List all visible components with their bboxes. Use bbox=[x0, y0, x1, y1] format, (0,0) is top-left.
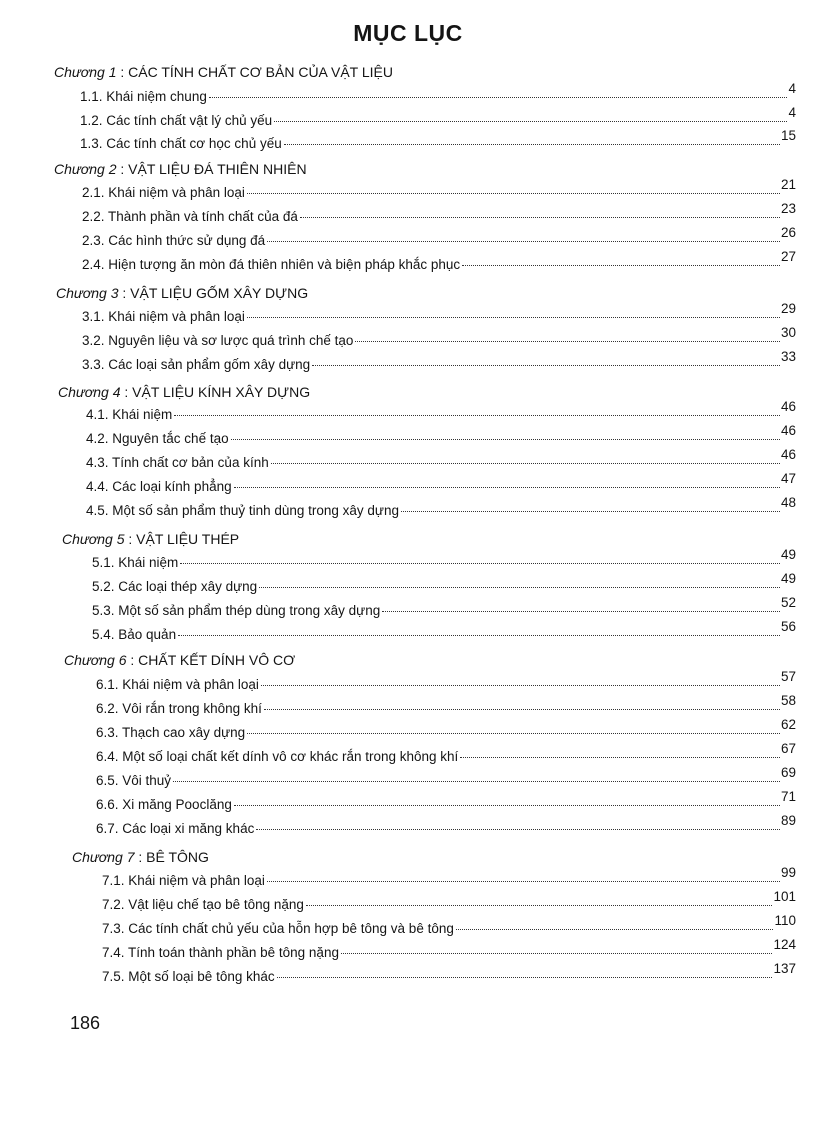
entry-page-number: 15 bbox=[780, 128, 796, 143]
toc-entry bbox=[96, 669, 796, 692]
toc-entry bbox=[82, 225, 796, 248]
entry-title: 1.3. Các tính chất cơ học chủ yếu bbox=[80, 136, 282, 151]
entry-page-number: 57 bbox=[780, 669, 796, 684]
chapter-heading bbox=[56, 285, 308, 301]
dot-leader bbox=[264, 708, 780, 710]
entry-title: 4.1. Khái niệm bbox=[86, 407, 173, 422]
entry-page-number: 46 bbox=[780, 447, 796, 462]
entry-title: 6.6. Xi măng Pooclăng bbox=[96, 797, 232, 812]
toc-entry bbox=[86, 423, 796, 446]
entry-title: 3.1. Khái niệm và phân loại bbox=[82, 309, 245, 324]
entry-title: 7.4. Tính toán thành phần bê tông nặng bbox=[102, 945, 339, 960]
toc-entry bbox=[82, 325, 796, 348]
toc-entry bbox=[82, 177, 796, 200]
chapter-label: Chương 3 bbox=[56, 285, 119, 301]
entry-page-number: 67 bbox=[780, 741, 796, 756]
page-number: 186 bbox=[70, 1013, 101, 1033]
toc-entry bbox=[102, 913, 796, 936]
entry-page-number: 69 bbox=[780, 765, 796, 780]
entry-title: 6.3. Thạch cao xây dựng bbox=[96, 725, 246, 740]
entry-page-number: 58 bbox=[780, 693, 796, 708]
toc-entry bbox=[82, 349, 796, 372]
toc-entry bbox=[86, 495, 796, 518]
dot-leader bbox=[180, 562, 780, 564]
entry-page-number: 49 bbox=[780, 571, 796, 586]
entry-title: 7.5. Một số loại bê tông khác bbox=[102, 969, 275, 984]
entry-title: 4.4. Các loại kính phẳng bbox=[86, 479, 232, 494]
entry-page-number: 49 bbox=[780, 547, 796, 562]
dot-leader bbox=[261, 684, 780, 686]
entry-page-number: 110 bbox=[774, 913, 796, 928]
entry-page-number: 48 bbox=[780, 495, 796, 510]
dot-leader bbox=[259, 586, 780, 588]
chapter-heading bbox=[54, 64, 393, 80]
entry-title: 5.2. Các loại thép xây dựng bbox=[92, 579, 258, 594]
chapter-title: : VẬT LIỆU KÍNH XÂY DỰNG bbox=[120, 384, 311, 400]
entry-title: 5.1. Khái niệm bbox=[92, 555, 179, 570]
toc-entry bbox=[82, 301, 796, 324]
entry-title: 1.2. Các tính chất vật lý chủ yếu bbox=[80, 113, 273, 128]
toc-entry bbox=[80, 128, 796, 151]
chapter-title: : VẬT LIỆU THÉP bbox=[124, 531, 240, 547]
entry-page-number: 21 bbox=[780, 177, 796, 192]
entry-title: 3.3. Các loại sản phẩm gốm xây dựng bbox=[82, 357, 311, 372]
chapter-title: : VẬT LIỆU GỐM XÂY DỰNG bbox=[118, 285, 309, 301]
toc-entry bbox=[92, 595, 796, 618]
toc-entry bbox=[96, 717, 796, 740]
dot-leader bbox=[256, 828, 780, 830]
entry-page-number: 124 bbox=[773, 937, 796, 952]
chapter-label: Chương 7 bbox=[72, 849, 135, 865]
entry-title: 2.3. Các hình thức sử dụng đá bbox=[82, 233, 266, 248]
entry-title: 6.5. Vôi thuỷ bbox=[96, 773, 172, 788]
chapter-label: Chương 4 bbox=[58, 384, 121, 400]
chapter-title: : CHẤT KẾT DÍNH VÔ CƠ bbox=[126, 652, 296, 668]
page-title: MỤC LỤC bbox=[353, 20, 463, 46]
dot-leader bbox=[300, 216, 780, 218]
entry-page-number: 62 bbox=[780, 717, 796, 732]
entry-page-number: 29 bbox=[780, 301, 796, 316]
dot-leader bbox=[284, 143, 780, 145]
chapter-heading bbox=[62, 531, 239, 547]
dot-leader bbox=[234, 804, 780, 806]
entry-page-number: 26 bbox=[780, 225, 796, 240]
toc-entry bbox=[92, 571, 796, 594]
dot-leader bbox=[247, 732, 780, 734]
toc-entry bbox=[102, 937, 796, 960]
dot-leader bbox=[460, 756, 780, 758]
dot-leader bbox=[173, 780, 780, 782]
entry-title: 7.2. Vật liệu chế tạo bê tông nặng bbox=[102, 897, 304, 912]
dot-leader bbox=[247, 192, 780, 194]
toc-entry bbox=[92, 619, 796, 642]
toc-entry bbox=[102, 865, 796, 888]
entry-page-number: 56 bbox=[780, 619, 796, 634]
chapter-title: : VẬT LIỆU ĐÁ THIÊN NHIÊN bbox=[116, 161, 307, 177]
chapter-label: Chương 1 bbox=[54, 64, 117, 80]
dot-leader bbox=[312, 364, 780, 366]
entry-title: 3.2. Nguyên liệu và sơ lược quá trình chế tạo bbox=[82, 333, 354, 348]
dot-leader bbox=[462, 264, 780, 266]
toc-entry bbox=[92, 547, 796, 570]
dot-leader bbox=[209, 96, 788, 98]
chapter-heading bbox=[58, 384, 310, 400]
toc-entry bbox=[82, 201, 796, 224]
toc-entry bbox=[80, 81, 796, 104]
entry-title: 1.1. Khái niệm chung bbox=[80, 89, 207, 104]
entry-title: 7.3. Các tính chất chủ yếu của hỗn hợp bê tông và bê tông bbox=[102, 921, 454, 936]
entry-page-number: 71 bbox=[780, 789, 796, 804]
entry-title: 6.4. Một số loại chất kết dính vô cơ khác rắn trong không khí bbox=[96, 749, 459, 764]
dot-leader bbox=[277, 976, 773, 978]
toc-entry bbox=[96, 789, 796, 812]
entry-page-number: 101 bbox=[773, 889, 796, 904]
toc-entry bbox=[86, 447, 796, 470]
dot-leader bbox=[401, 510, 780, 512]
chapter-label: Chương 2 bbox=[54, 161, 117, 177]
dot-leader bbox=[267, 880, 780, 882]
dot-leader bbox=[382, 610, 780, 612]
entry-page-number: 30 bbox=[780, 325, 796, 340]
chapter-heading bbox=[72, 849, 209, 865]
dot-leader bbox=[355, 340, 780, 342]
dot-leader bbox=[178, 634, 780, 636]
toc-entry bbox=[96, 693, 796, 716]
chapter-label: Chương 5 bbox=[62, 531, 125, 547]
chapter-heading bbox=[64, 652, 295, 668]
chapter-title: : CÁC TÍNH CHẤT CƠ BẢN CỦA VẬT LIỆU bbox=[116, 64, 393, 80]
toc-entry bbox=[86, 471, 796, 494]
toc-entry bbox=[86, 399, 796, 422]
entry-title: 5.3. Một số sản phẩm thép dùng trong xây dựng bbox=[92, 603, 381, 618]
dot-leader bbox=[306, 904, 773, 906]
toc-entry bbox=[102, 889, 796, 912]
chapter-heading bbox=[54, 161, 307, 177]
entry-page-number: 4 bbox=[788, 105, 796, 120]
entry-page-number: 52 bbox=[780, 595, 796, 610]
entry-title: 6.7. Các loại xi măng khác bbox=[96, 821, 255, 836]
dot-leader bbox=[174, 414, 780, 416]
entry-title: 4.3. Tính chất cơ bản của kính bbox=[86, 455, 269, 470]
entry-page-number: 89 bbox=[780, 813, 796, 828]
entry-title: 4.2. Nguyên tắc chế tạo bbox=[86, 431, 229, 446]
toc-entry bbox=[82, 249, 796, 272]
entry-title: 5.4. Bảo quản bbox=[92, 627, 177, 642]
dot-leader bbox=[456, 928, 774, 930]
entry-title: 6.2. Vôi rắn trong không khí bbox=[96, 701, 262, 716]
entry-page-number: 47 bbox=[780, 471, 796, 486]
entry-page-number: 27 bbox=[780, 249, 796, 264]
chapter-label: Chương 6 bbox=[64, 652, 127, 668]
entry-page-number: 137 bbox=[773, 961, 796, 976]
toc-entry bbox=[96, 765, 796, 788]
entry-title: 6.1. Khái niệm và phân loại bbox=[96, 677, 259, 692]
toc-entry bbox=[80, 105, 796, 128]
chapter-title: : BÊ TÔNG bbox=[134, 849, 209, 865]
dot-leader bbox=[234, 486, 780, 488]
entry-page-number: 46 bbox=[780, 423, 796, 438]
entry-title: 2.2. Thành phần và tính chất của đá bbox=[82, 209, 298, 224]
entry-page-number: 46 bbox=[780, 399, 796, 414]
toc-entry bbox=[96, 741, 796, 764]
entry-page-number: 23 bbox=[780, 201, 796, 216]
entry-page-number: 4 bbox=[788, 81, 796, 96]
dot-leader bbox=[267, 240, 780, 242]
entry-page-number: 99 bbox=[780, 865, 796, 880]
entry-title: 7.1. Khái niệm và phân loại bbox=[102, 873, 265, 888]
entry-title: 4.5. Một số sản phẩm thuỷ tinh dùng trong xây dựng bbox=[86, 503, 399, 518]
entry-title: 2.1. Khái niệm và phân loại bbox=[82, 185, 245, 200]
dot-leader bbox=[231, 438, 780, 440]
dot-leader bbox=[341, 952, 773, 954]
toc-entry bbox=[96, 813, 796, 836]
dot-leader bbox=[247, 316, 780, 318]
dot-leader bbox=[271, 462, 780, 464]
entry-page-number: 33 bbox=[780, 349, 796, 364]
entry-title: 2.4. Hiện tượng ăn mòn đá thiên nhiên và biện pháp khắc phục bbox=[82, 257, 461, 272]
dot-leader bbox=[274, 120, 787, 122]
toc-entry bbox=[102, 961, 796, 984]
